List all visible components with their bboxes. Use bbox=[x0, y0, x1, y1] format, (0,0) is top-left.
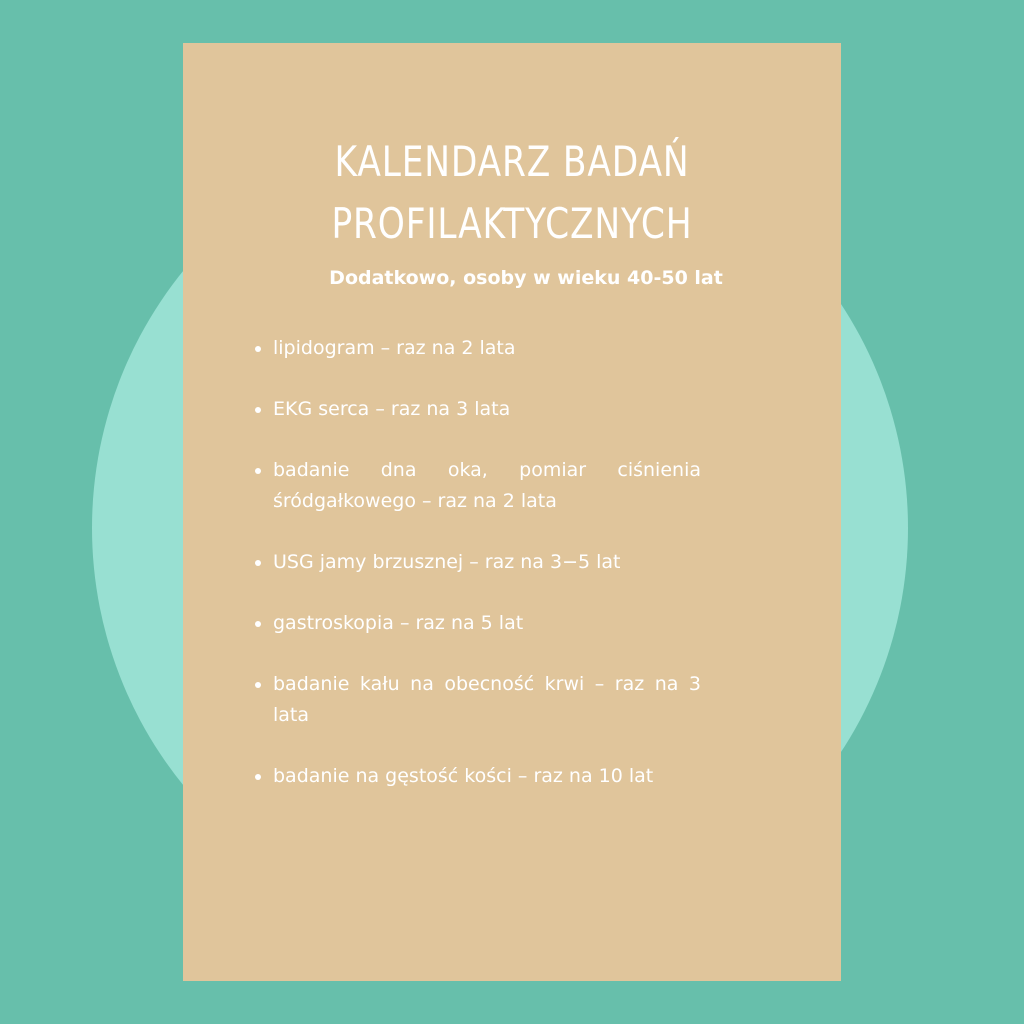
page-title bbox=[242, 131, 782, 255]
exam-list bbox=[255, 333, 701, 822]
list-item-text: badanie dna oka, pomiar ciśnienia śródgałkowego – raz na 2 lata bbox=[273, 459, 701, 512]
bullet-icon bbox=[255, 407, 261, 413]
bullet-icon bbox=[255, 774, 261, 780]
list-item bbox=[255, 608, 701, 639]
bullet-icon bbox=[255, 682, 261, 688]
list-item bbox=[255, 455, 701, 517]
list-item bbox=[255, 394, 701, 425]
list-item-text: USG jamy brzusznej – raz na 3−5 lat bbox=[273, 551, 621, 573]
list-item-text: badanie na gęstość kości – raz na 10 lat bbox=[273, 765, 654, 787]
title-line: KALENDARZ BADAŃ bbox=[334, 137, 690, 186]
list-item-text: lipidogram – raz na 2 lata bbox=[273, 337, 516, 359]
bullet-icon bbox=[255, 346, 261, 352]
list-item-text: gastroskopia – raz na 5 lat bbox=[273, 612, 524, 634]
subtitle: Dodatkowo, osoby w wieku 40-50 lat bbox=[329, 267, 723, 289]
bullet-icon bbox=[255, 560, 261, 566]
info-card bbox=[183, 43, 841, 981]
bullet-icon bbox=[255, 621, 261, 627]
list-item bbox=[255, 333, 701, 364]
list-item-text: badanie kału na obecność krwi – raz na 3 lata bbox=[273, 673, 701, 726]
list-item-text: EKG serca – raz na 3 lata bbox=[273, 398, 511, 420]
list-item bbox=[255, 547, 701, 578]
bullet-icon bbox=[255, 468, 261, 474]
list-item bbox=[255, 761, 701, 792]
list-item bbox=[255, 669, 701, 731]
title-line: PROFILAKTYCZNYCH bbox=[331, 199, 693, 248]
